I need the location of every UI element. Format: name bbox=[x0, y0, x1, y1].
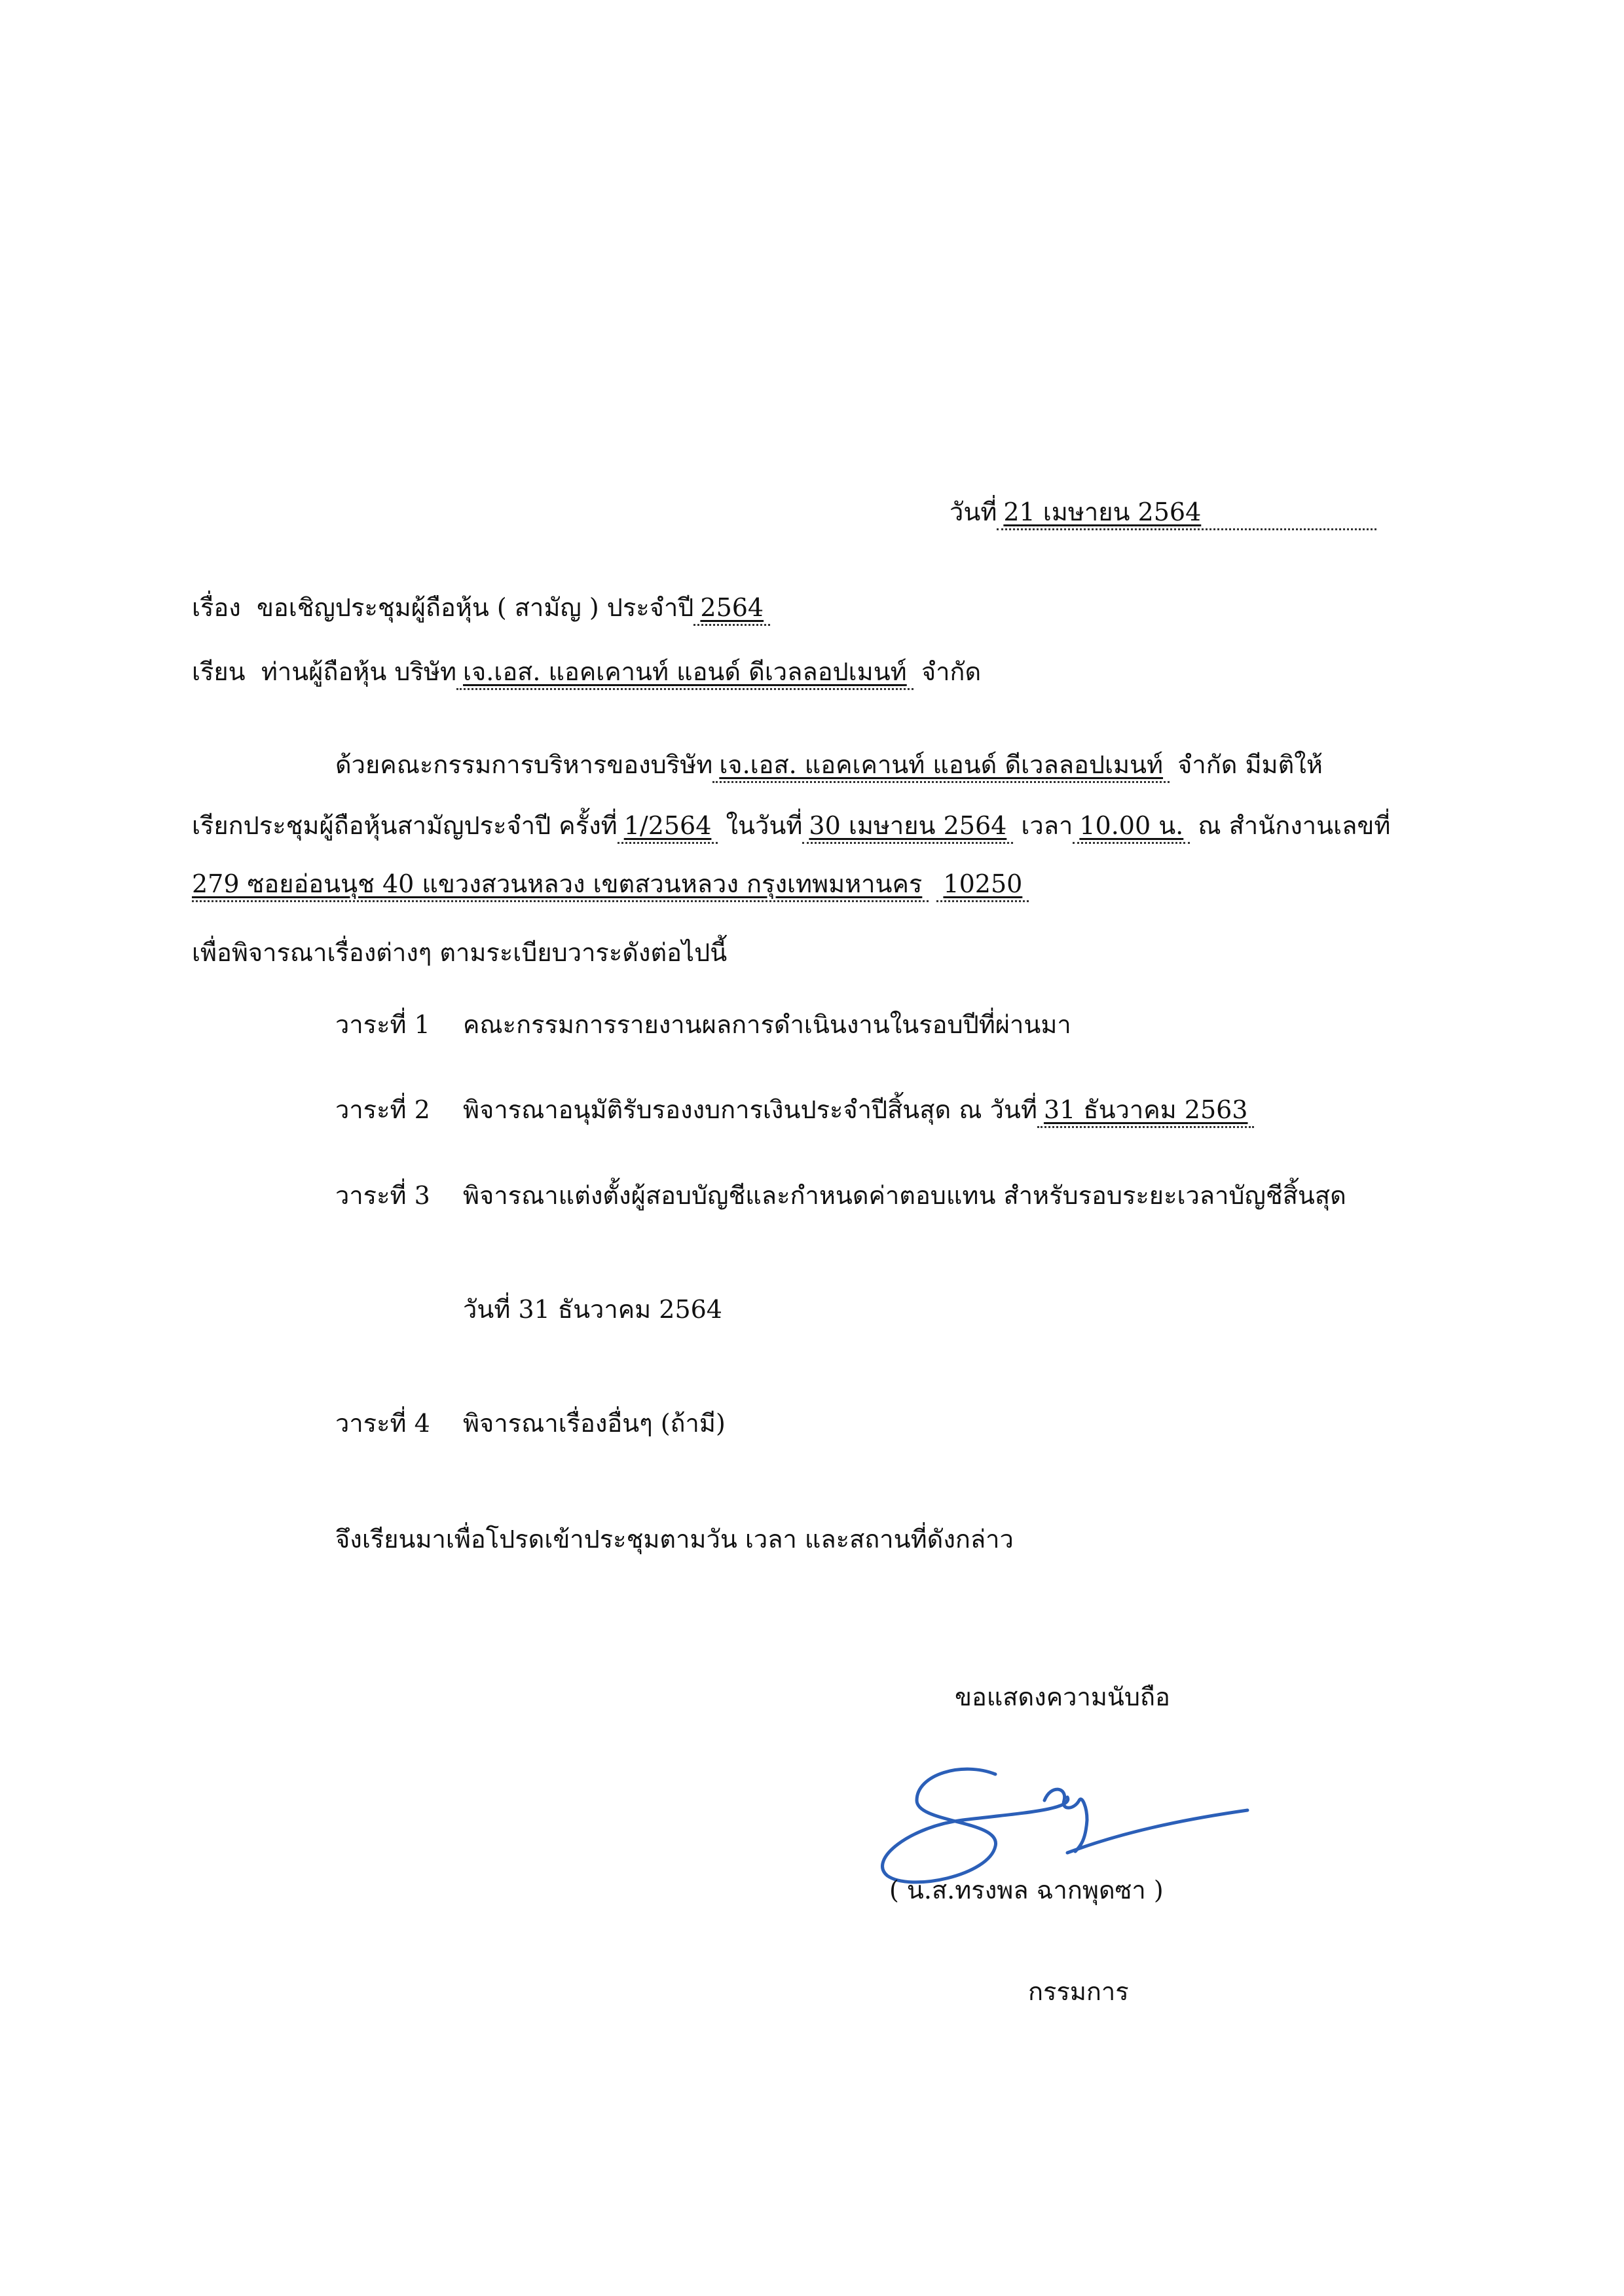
recipient-suffix: จำกัด bbox=[921, 657, 982, 686]
agenda-item-1 bbox=[335, 1008, 1071, 1041]
agenda-item-4 bbox=[335, 1407, 726, 1440]
date-label: วันที่ bbox=[950, 498, 997, 526]
body-line-3 bbox=[192, 867, 1029, 902]
body-resolution: จำกัด มีมติให้ bbox=[1177, 750, 1323, 779]
subject-label: เรื่อง bbox=[192, 593, 241, 622]
agenda-label-4: วาระที่ 4 bbox=[335, 1409, 430, 1438]
body-company: เจ.เอส. แอคเคานท์ แอนด์ ดีเวลลอปเมนท์ bbox=[712, 748, 1170, 783]
agenda-text-4: พิจารณาเรื่องอื่นๆ (ถ้ามี) bbox=[463, 1409, 726, 1438]
agenda-date-2: 31 ธันวาคม 2563 bbox=[1037, 1093, 1255, 1128]
regards bbox=[955, 1681, 1170, 1713]
agenda-text-3b: วันที่ 31 ธันวาคม 2564 bbox=[463, 1295, 722, 1324]
agenda-text-3: พิจารณาแต่งตั้งผู้สอบบัญชีและกำหนดค่าตอบแทน สำหรับรอบระยะเวลาบัญชีสิ้นสุด bbox=[463, 1181, 1346, 1210]
meeting-date-label: ในวันที่ bbox=[726, 811, 803, 840]
meeting-no-label: เรียกประชุมผู้ถือหุ้นสามัญประจำปี ครั้งที่ bbox=[192, 811, 618, 840]
meeting-no: 1/2564 bbox=[618, 809, 718, 844]
postcode: 10250 bbox=[936, 867, 1029, 902]
closing-line bbox=[335, 1523, 1014, 1556]
meeting-time: 10.00 น. bbox=[1073, 809, 1190, 844]
agenda-item-3-continued bbox=[463, 1293, 722, 1326]
signer-title-text: กรรมการ bbox=[1028, 1977, 1129, 2006]
closing-text: จึงเรียนมาเพื่อโปรดเข้าประชุมตามวัน เวลา และสถานที่ดังกล่าว bbox=[335, 1525, 1014, 1554]
agenda-intro bbox=[192, 936, 727, 969]
recipient-prefix: ท่านผู้ถือหุ้น บริษัท bbox=[261, 657, 457, 686]
subject-year: 2564 bbox=[693, 591, 770, 626]
signer-name bbox=[889, 1874, 1164, 1906]
subject-line bbox=[192, 591, 770, 626]
recipient-company: เจ.เอส. แอคเคานท์ แอนด์ ดีเวลลอปเมนท์ bbox=[456, 655, 913, 690]
body-line-2 bbox=[192, 809, 1390, 844]
date-line bbox=[950, 496, 1376, 530]
recipient-line bbox=[192, 655, 981, 690]
place-label: ณ สำนักงานเลขที่ bbox=[1198, 811, 1391, 840]
subject-text: ขอเชิญประชุมผู้ถือหุ้น ( สามัญ ) ประจำปี bbox=[256, 593, 694, 622]
agenda-label-3: วาระที่ 3 bbox=[335, 1181, 430, 1210]
agenda-label-2: วาระที่ 2 bbox=[335, 1095, 430, 1124]
agenda-label-1: วาระที่ 1 bbox=[335, 1010, 430, 1039]
signer-title bbox=[1028, 1975, 1129, 2008]
body-intro: ด้วยคณะกรรมการบริหารของบริษัท bbox=[335, 750, 713, 779]
regards-text: ขอแสดงความนับถือ bbox=[955, 1683, 1170, 1711]
agenda-item-2 bbox=[335, 1093, 1254, 1128]
agenda-intro-text: เพื่อพิจารณาเรื่องต่างๆ ตามระเบียบวาระดังต่อไปนี้ bbox=[192, 938, 728, 967]
agenda-text-1: คณะกรรมการรายงานผลการดำเนินงานในรอบปีที่ผ่านมา bbox=[463, 1010, 1071, 1039]
agenda-item-3 bbox=[335, 1179, 1346, 1212]
body-line-1 bbox=[335, 748, 1323, 783]
signer-name-text: ( น.ส.ทรงพล ฉากพุดซา ) bbox=[889, 1876, 1164, 1904]
meeting-date: 30 เมษายน 2564 bbox=[802, 809, 1013, 844]
meeting-time-label: เวลา bbox=[1021, 811, 1073, 840]
recipient-label: เรียน bbox=[192, 657, 246, 686]
date-value: 21 เมษายน 2564 bbox=[997, 496, 1376, 530]
agenda-text-2: พิจารณาอนุมัติรับรองงบการเงินประจำปีสิ้นสุด ณ วันที่ bbox=[463, 1095, 1037, 1124]
meeting-address: 279 ซอยอ่อนนุช 40 แขวงสวนหลวง เขตสวนหลวง กรุงเทพมหานคร bbox=[192, 867, 929, 902]
